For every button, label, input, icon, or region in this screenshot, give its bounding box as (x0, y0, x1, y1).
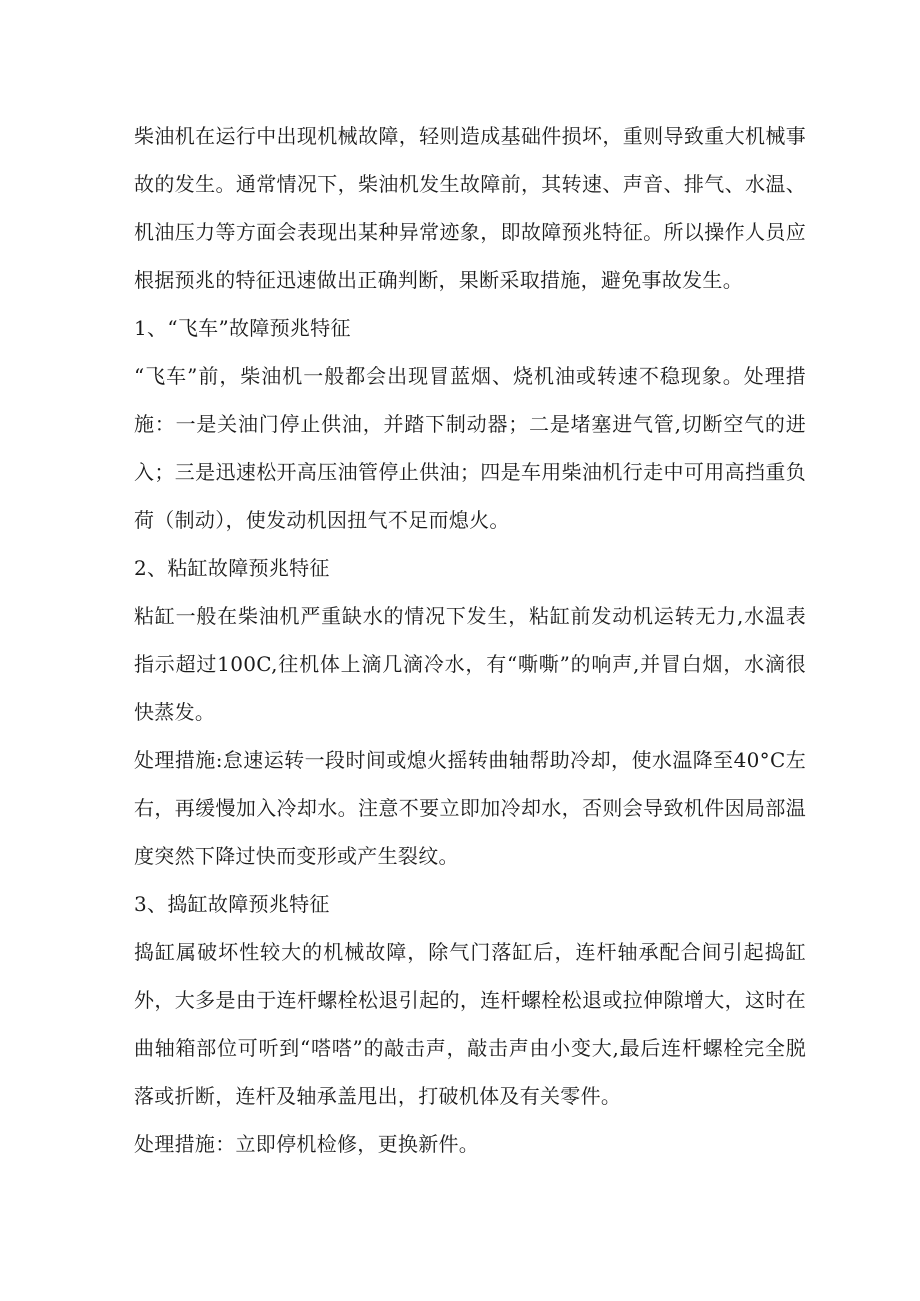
knock-treatment-paragraph: 处理措施：立即停机检修，更换新件。 (134, 1132, 480, 1156)
knock-paragraph: 捣缸属破坏性较大的机械故障，除气门落缸后，连杆轴承配合间引起捣缸外，大多是由于连杆螺栓松退引起的，连杆螺栓松退或拉伸隙增大，这时在曲轴箱部位可听到“嗒嗒”的敲击声，敲击声由小变大,最后连杆螺栓完全脱落或折断，连杆及轴承盖甩出，打破机体及有关零件。 (134, 940, 806, 1108)
runaway-paragraph: “飞车”前，柴油机一般都会出现冒蓝烟、烧机油或转速不稳现象。处理措施：一是关油门停止供油，并踏下制动器；二是堵塞进气管,切断空气的进入；三是迅速松开高压油管停止供油；四是车用柴油机行走中可用高挡重负荷（制动），使发动机因扭气不足而熄火。 (134, 364, 806, 532)
section-heading-runaway: 1、“飞车”故障预兆特征 (134, 316, 351, 340)
document-body (134, 112, 806, 1168)
section-heading-knock: 3、捣缸故障预兆特征 (134, 892, 330, 916)
section-heading-seizure: 2、粘缸故障预兆特征 (134, 556, 330, 580)
seizure-treatment-paragraph: 处理措施:怠速运转一段时间或熄火摇转曲轴帮助冷却，使水温降至40°C左右，再缓慢加入冷却水。注意不要立即加冷却水，否则会导致机件因局部温度突然下降过快而变形或产生裂纹。 (134, 748, 806, 868)
intro-paragraph: 柴油机在运行中出现机械故障，轻则造成基础件损坏，重则导致重大机械事故的发生。通常情况下，柴油机发生故障前，其转速、声音、排气、水温、机油压力等方面会表现出某种异常迹象，即故障预兆特征。所以操作人员应根据预兆的特征迅速做出正确判断，果断采取措施，避免事故发生。 (134, 124, 806, 292)
seizure-paragraph: 粘缸一般在柴油机严重缺水的情况下发生，粘缸前发动机运转无力,水温表指示超过100C,往机体上滴几滴冷水，有“嘶嘶”的响声,并冒白烟，水滴很快蒸发。 (134, 604, 806, 724)
